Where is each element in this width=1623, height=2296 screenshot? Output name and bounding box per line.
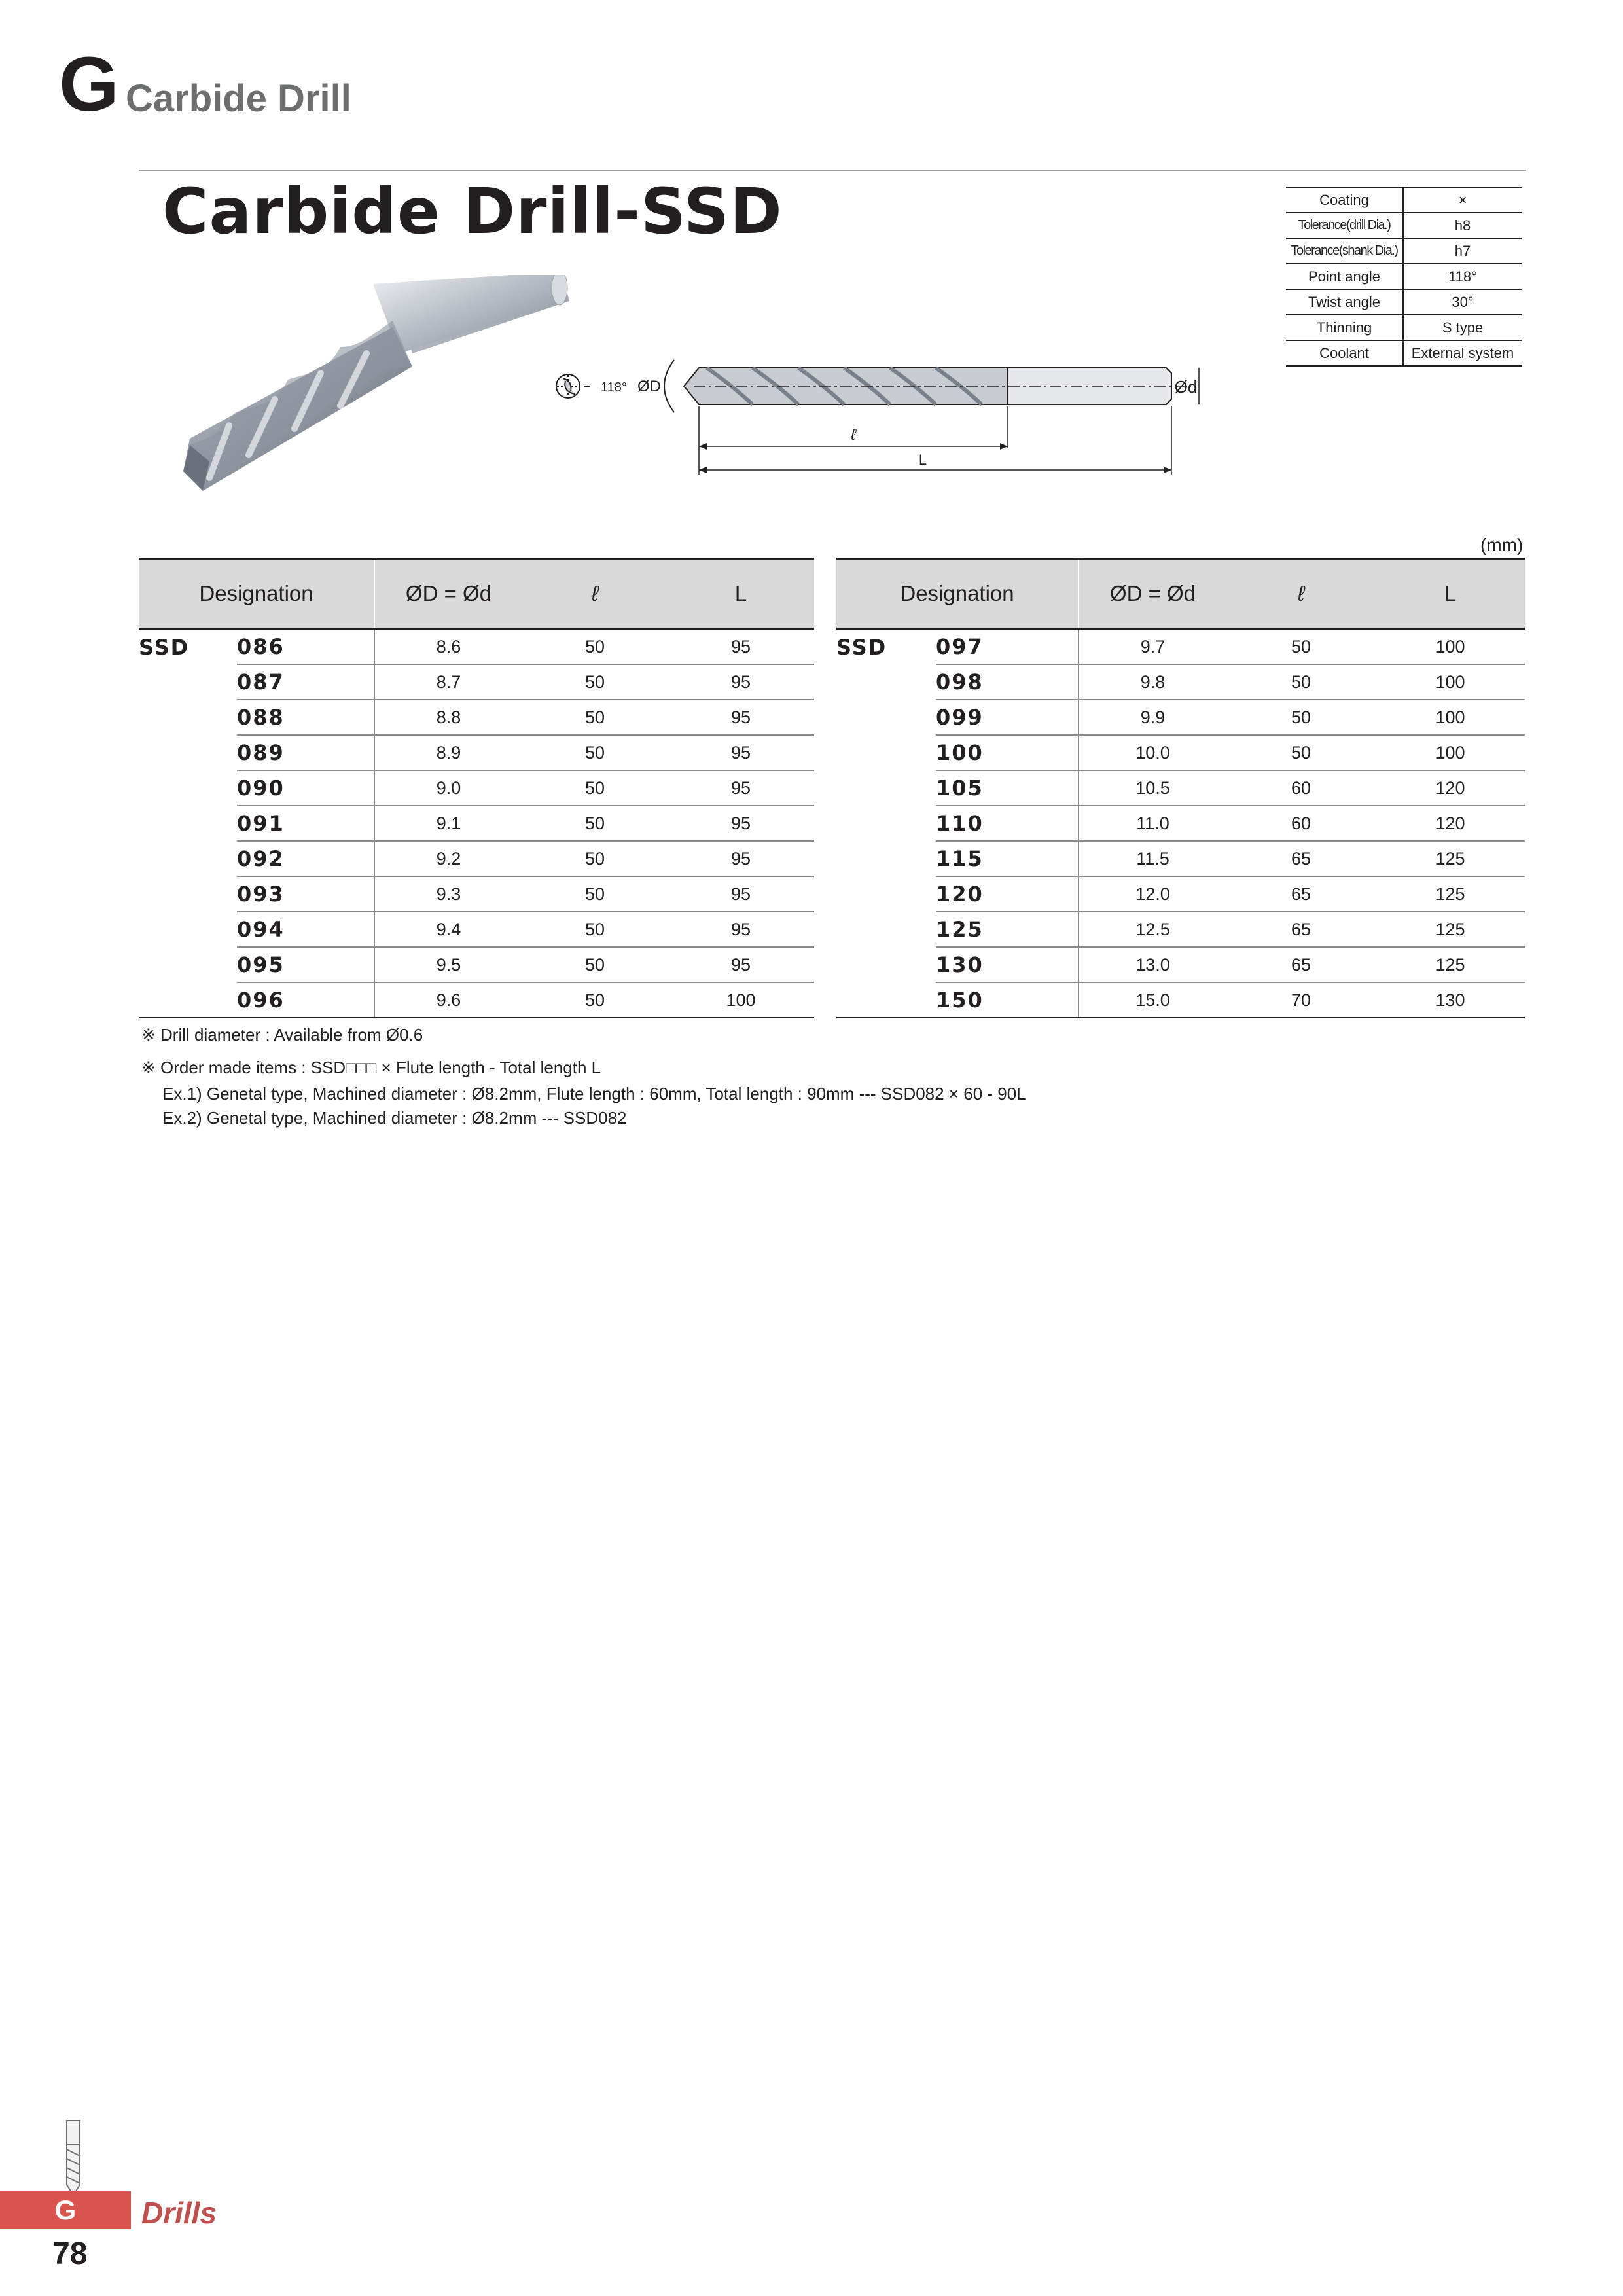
spec-row [1286,213,1522,238]
series-cell [836,664,936,700]
spec-value: × [1403,187,1522,213]
header-rule [139,170,1526,171]
point-angle-label: 118° [601,380,627,395]
series-cell [139,735,237,770]
total-length-cell: 95 [668,841,814,876]
table-row [836,664,1525,700]
designation-code: 099 [936,700,1079,735]
table-row [139,876,814,912]
drill-diagram [537,327,1230,484]
total-length-cell: 95 [668,876,814,912]
series-cell [836,947,936,982]
col-flute-length: ℓ [1226,559,1376,629]
spec-label: Tolerance(shank Dia.) [1286,238,1403,264]
designation-code: 092 [237,841,374,876]
table-row [836,770,1525,806]
designation-code: 088 [237,700,374,735]
series-cell: SSD [139,634,190,660]
designation-code: 094 [237,912,374,947]
series-cell [139,912,237,947]
tip-diameter-label: ØD [637,378,661,395]
flute-length-cell: 50 [1226,664,1376,700]
col-designation: Designation [836,559,1079,629]
series-cell [139,947,237,982]
table-row [139,629,814,665]
designation-code: 097 [936,629,1079,665]
unit-label: (mm) [1480,535,1524,555]
page-title: Carbide Drill-SSD [162,175,783,248]
diameter-cell: 9.5 [374,947,522,982]
designation-code: 115 [936,841,1079,876]
note-order-made: ※ Order made items : SSD□□□ × Flute length - Total length L [141,1058,601,1077]
page-number: 78 [52,2236,88,2271]
total-length-cell: 100 [1376,735,1525,770]
designation-code: 130 [936,947,1079,982]
section-tab-letter: G [54,2195,77,2225]
flute-length-cell: 50 [522,806,668,841]
table-row [139,700,814,735]
flute-length-label: ℓ [851,426,856,444]
designation-code: 150 [936,982,1079,1018]
note-example-2: Ex.2) Genetal type, Machined diameter : Ø8.2mm --- SSD082 [162,1108,627,1128]
flute-length-cell: 50 [1226,700,1376,735]
flute-length-cell: 60 [1226,770,1376,806]
diameter-cell: 8.7 [374,664,522,700]
table-row [836,982,1525,1018]
total-length-cell: 100 [668,982,814,1018]
table-row [836,912,1525,947]
table-row [836,947,1525,982]
spec-value: S type [1403,315,1522,340]
designation-code: 095 [237,947,374,982]
series-cell [836,735,936,770]
spec-label: Twist angle [1286,289,1403,315]
diameter-cell: 9.1 [374,806,522,841]
series-cell [836,982,936,1018]
flute-length-cell: 50 [522,912,668,947]
diameter-cell: 9.6 [374,982,522,1018]
diameter-cell: 12.5 [1079,912,1226,947]
designation-code: 098 [936,664,1079,700]
series-cell [836,770,936,806]
spec-value: h8 [1403,213,1522,238]
col-designation: Designation [139,559,374,629]
total-length-cell: 120 [1376,770,1525,806]
flute-length-cell: 50 [522,841,668,876]
total-length-cell: 100 [1376,629,1525,665]
table-row [836,806,1525,841]
spec-value: 30° [1403,289,1522,315]
diameter-cell: 9.8 [1079,664,1226,700]
series-cell [836,841,936,876]
col-total-length: L [1376,559,1525,629]
series-cell [836,876,936,912]
diameter-cell: 12.0 [1079,876,1226,912]
total-length-cell: 95 [668,806,814,841]
spec-row [1286,289,1522,315]
flute-length-cell: 60 [1226,806,1376,841]
designation-code: 086 [237,629,374,665]
diameter-cell: 8.8 [374,700,522,735]
flute-length-cell: 50 [522,947,668,982]
designation-code: 110 [936,806,1079,841]
designation-code: 096 [237,982,374,1018]
diameter-cell: 9.2 [374,841,522,876]
total-length-cell: 125 [1376,876,1525,912]
diameter-cell: 9.0 [374,770,522,806]
diameter-cell: 8.9 [374,735,522,770]
table-row [836,700,1525,735]
table-row [139,912,814,947]
total-length-label: L [918,452,927,468]
total-length-cell: 95 [668,735,814,770]
series-cell [139,770,237,806]
total-length-cell: 95 [668,700,814,735]
series-cell [836,806,936,841]
diameter-cell: 10.5 [1079,770,1226,806]
table-row [836,841,1525,876]
spec-table [1286,187,1522,367]
shank-diameter-label: Ød [1174,377,1198,397]
diameter-cell: 11.0 [1079,806,1226,841]
spec-label: Coolant [1286,340,1403,366]
designation-code: 089 [237,735,374,770]
designation-code: 091 [237,806,374,841]
cross-section-icon [556,374,590,398]
total-length-cell: 125 [1376,841,1525,876]
spec-row [1286,187,1522,213]
spec-row [1286,340,1522,366]
series-cell [139,664,237,700]
note-example-1: Ex.1) Genetal type, Machined diameter : Ø8.2mm, Flute length : 60mm, Total length : 90mm --- SSD082 × 60 - 90L [162,1084,1026,1103]
table-row [139,664,814,700]
designation-code: 105 [936,770,1079,806]
spec-label: Point angle [1286,264,1403,289]
series-cell [836,912,936,947]
spec-value: External system [1403,340,1522,366]
spec-row [1286,264,1522,289]
flute-length-cell: 50 [1226,629,1376,665]
size-table-left [139,558,814,1018]
flute-length-cell: 70 [1226,982,1376,1018]
spec-row [1286,315,1522,340]
series-cell [139,700,237,735]
diameter-cell: 8.6 [374,629,522,665]
total-length-cell: 100 [1376,700,1525,735]
flute-length-cell: 50 [1226,735,1376,770]
flute-length-cell: 50 [522,770,668,806]
spec-value: h7 [1403,238,1522,264]
flute-length-cell: 65 [1226,841,1376,876]
col-diameter: ØD = Ød [374,559,522,629]
diameter-cell: 10.0 [1079,735,1226,770]
diameter-cell: 9.9 [1079,700,1226,735]
diameter-cell: 11.5 [1079,841,1226,876]
total-length-cell: 130 [1376,982,1525,1018]
note-diameter: ※ Drill diameter : Available from Ø0.6 [141,1025,423,1045]
diameter-cell: 13.0 [1079,947,1226,982]
size-table-right [836,558,1525,1018]
series-cell [139,841,237,876]
designation-code: 090 [237,770,374,806]
flute-length-cell: 50 [522,629,668,665]
flute-length-cell: 65 [1226,876,1376,912]
designation-code: 093 [237,876,374,912]
designation-code: 120 [936,876,1079,912]
table-row [139,982,814,1018]
total-length-cell: 125 [1376,912,1525,947]
col-flute-length: ℓ [522,559,668,629]
table-row [139,841,814,876]
spec-row [1286,238,1522,264]
spec-label: Tolerance(drill Dia.) [1286,213,1403,238]
table-row [139,806,814,841]
diameter-cell: 9.3 [374,876,522,912]
flute-length-cell: 65 [1226,912,1376,947]
table-row [836,629,1525,665]
designation-code: 100 [936,735,1079,770]
diameter-cell: 9.7 [1079,629,1226,665]
section-letter: G [59,41,116,128]
spec-value: 118° [1403,264,1522,289]
flute-length-cell: 50 [522,982,668,1018]
drill-photo [177,275,569,511]
spec-label: Coating [1286,187,1403,213]
series-cell [836,700,936,735]
flute-length-cell: 50 [522,700,668,735]
table-row [836,876,1525,912]
col-total-length: L [668,559,814,629]
footer-section-name: Drills [141,2196,217,2230]
total-length-cell: 100 [1376,664,1525,700]
total-length-cell: 95 [668,770,814,806]
series-cell [139,806,237,841]
series-cell [139,982,237,1018]
designation-code: 087 [237,664,374,700]
total-length-cell: 125 [1376,947,1525,982]
flute-length-cell: 50 [522,876,668,912]
drill-icon [60,2119,86,2198]
table-row [139,770,814,806]
table-row [836,735,1525,770]
flute-length-cell: 50 [522,735,668,770]
flute-length-cell: 50 [522,664,668,700]
series-cell [139,876,237,912]
designation-code: 125 [936,912,1079,947]
table-row [139,947,814,982]
table-row [139,735,814,770]
diameter-cell: 9.4 [374,912,522,947]
series-cell: SSD [836,634,887,660]
total-length-cell: 95 [668,664,814,700]
col-diameter: ØD = Ød [1079,559,1226,629]
spec-label: Thinning [1286,315,1403,340]
total-length-cell: 95 [668,629,814,665]
total-length-cell: 120 [1376,806,1525,841]
section-title: Carbide Drill [126,77,351,120]
flute-length-cell: 65 [1226,947,1376,982]
total-length-cell: 95 [668,912,814,947]
diameter-cell: 15.0 [1079,982,1226,1018]
total-length-cell: 95 [668,947,814,982]
